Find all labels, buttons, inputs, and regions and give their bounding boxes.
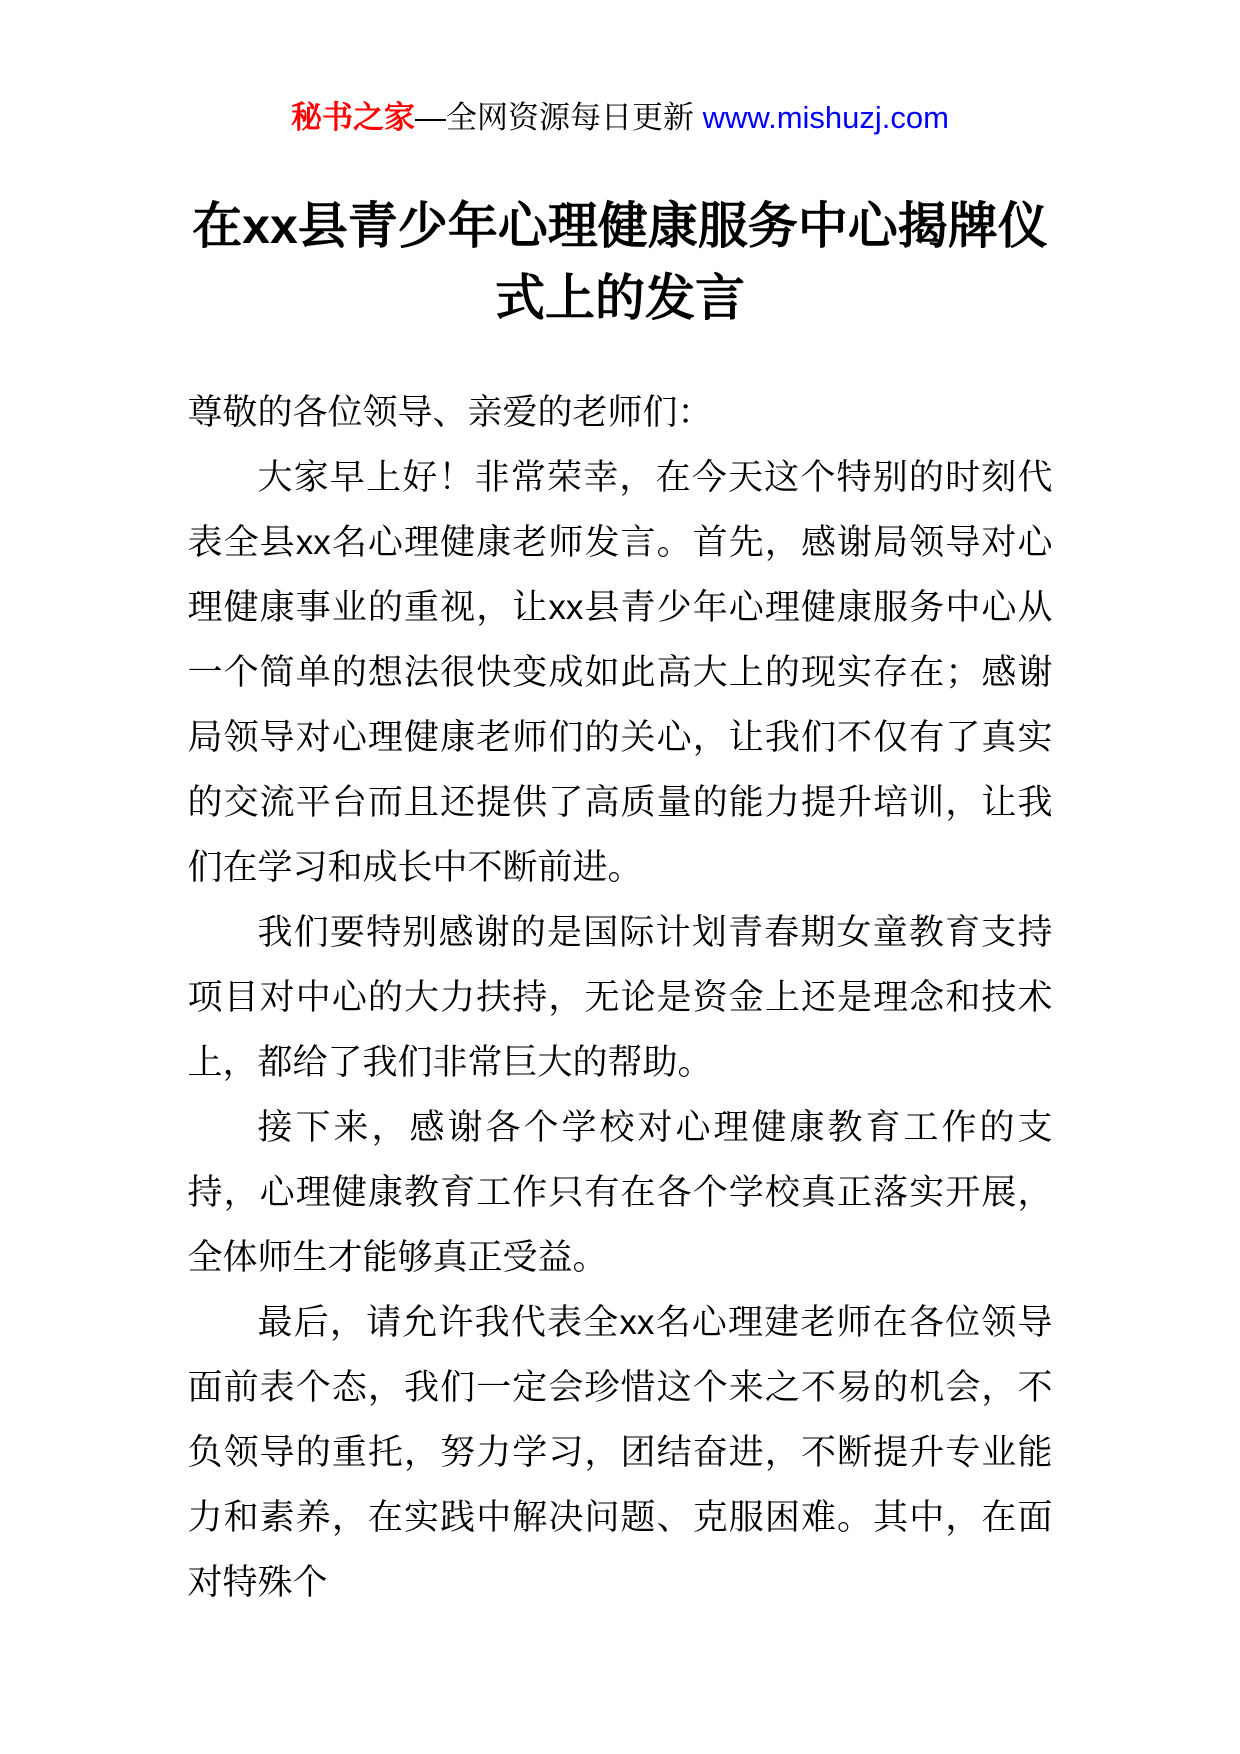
body-paragraph: 接下来，感谢各个学校对心理健康教育工作的支持，心理健康教育工作只有在各个学校真正落实开展，全体师生才能够真正受益。 (187, 1108, 1053, 1277)
site-brand: 秘书之家 (291, 100, 416, 135)
body-paragraph: 最后，请允许我代表全xx名心理建老师在各位领导面前表个态，我们一定会珍惜这个来之不易的机会，不负领导的重托，努力学习，团结奋进，不断提升专业能力和素养，在实践中解决问题、克服困难。其中，在面对特殊个 (187, 1303, 1053, 1602)
site-header (0, 0, 1240, 138)
document-body (188, 380, 1053, 1615)
body-paragraph: 大家早上好！非常荣幸，在今天这个特别的时刻代表全县xx名心理健康老师发言。首先，感谢局领导对心理健康事业的重视，让xx县青少年心理健康服务中心从一个简单的想法很快变成如此高大上的现实存在；感谢局领导对心理健康老师们的关心，让我们不仅有了真实的交流平台而且还提供了高质量的能力提升培训，让我们在学习和成长中不断前进。 (187, 458, 1053, 887)
salutation-line: 尊敬的各位领导、亲爱的老师们： (187, 393, 713, 432)
body-paragraph: 我们要特别感谢的是国际计划青春期女童教育支持项目对中心的大力扶持，无论是资金上还是理念和技术上，都给了我们非常巨大的帮助。 (187, 913, 1053, 1082)
site-url-link[interactable]: www.mishuzj.com (702, 100, 949, 135)
document-title: 在xx县青少年心理健康服务中心揭牌仪式上的发言 (192, 198, 1048, 326)
site-tagline: —全网资源每日更新 (415, 100, 703, 135)
